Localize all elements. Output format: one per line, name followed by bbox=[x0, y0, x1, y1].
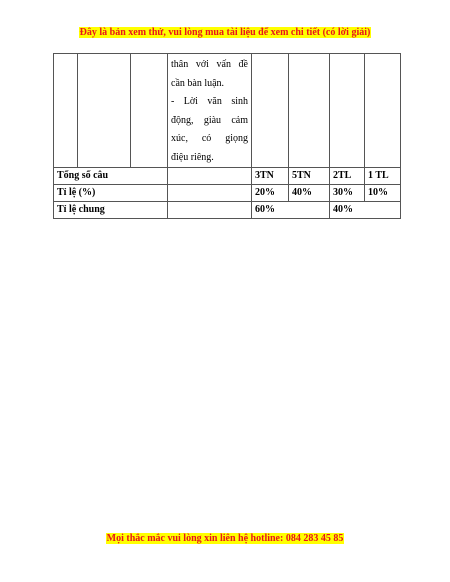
table-cell-empty bbox=[54, 54, 78, 168]
table-cell-empty bbox=[168, 185, 252, 202]
table-cell-value: 10% bbox=[365, 185, 401, 202]
table-cell-value: 5TN bbox=[289, 168, 330, 185]
row-label: Tỉ lệ (%) bbox=[54, 185, 168, 202]
criteria-line: động, giàu cảm bbox=[171, 114, 248, 126]
table-row-total-questions bbox=[54, 168, 401, 185]
table-cell-empty bbox=[252, 54, 289, 168]
table-cell-empty bbox=[131, 54, 168, 168]
table-cell-empty bbox=[168, 168, 252, 185]
criteria-line: thân với vấn đề bbox=[171, 59, 248, 70]
criteria-line: xúc, có giọng bbox=[171, 133, 248, 144]
header-preview-notice: Đây là bản xem thử, vui lòng mua tài liệu để xem chi tiết (có lời giải) bbox=[79, 27, 371, 38]
row-label: Tỉ lệ chung bbox=[54, 202, 168, 219]
table-cell-criteria-text bbox=[168, 54, 252, 168]
table-cell-value: 1 TL bbox=[365, 168, 401, 185]
table-cell-empty bbox=[289, 54, 330, 168]
table-row-overall-ratio bbox=[54, 202, 401, 219]
table-cell-value: 40% bbox=[289, 185, 330, 202]
assessment-matrix-table bbox=[53, 53, 401, 219]
criteria-line: điệu riêng. bbox=[171, 151, 214, 163]
criteria-line: cần bàn luận. bbox=[171, 77, 225, 89]
table-cell-empty bbox=[330, 54, 365, 168]
footer-hotline-notice: Mọi thắc mắc vui lòng xin liên hệ hotline: 084 283 45 85 bbox=[106, 533, 344, 544]
table-row-content-continuation bbox=[54, 54, 401, 168]
table-cell-empty bbox=[365, 54, 401, 168]
table-cell-empty bbox=[168, 202, 252, 219]
table-cell-empty bbox=[78, 54, 131, 168]
row-label: Tổng số câu bbox=[54, 168, 168, 185]
table-cell-value: 30% bbox=[330, 185, 365, 202]
table-cell-value: 20% bbox=[252, 185, 289, 202]
table-cell-value: 3TN bbox=[252, 168, 289, 185]
criteria-line: - Lời văn sinh bbox=[171, 96, 248, 107]
table-cell-value: 40% bbox=[330, 202, 401, 219]
table-row-percentage bbox=[54, 185, 401, 202]
table-cell-value: 60% bbox=[252, 202, 330, 219]
table-cell-value: 2TL bbox=[330, 168, 365, 185]
